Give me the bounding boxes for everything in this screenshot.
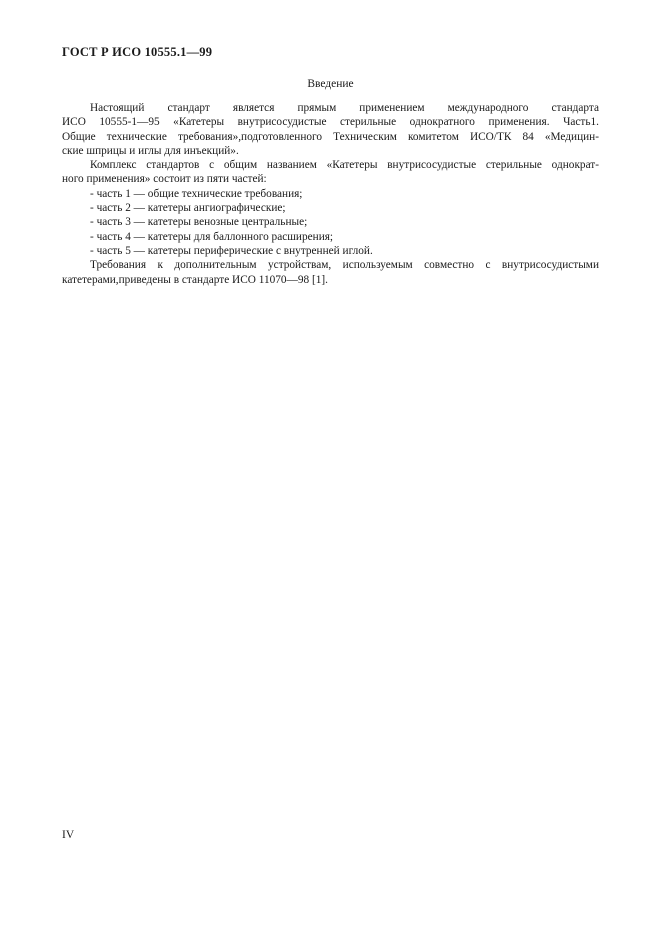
paragraph-line: Комплекс стандартов с общим названием «Катетеры внутрисосудистые стерильные однократ- [90, 159, 599, 172]
paragraph-standard-description [62, 101, 599, 158]
paragraph-line: ного применения» состоит из пяти частей: [62, 173, 267, 186]
paragraph-additional-devices [62, 258, 599, 287]
paragraph-line: ИСО 10555-1—95 «Катетеры внутрисосудистые стерильные однократного применения. Часть1. [62, 116, 599, 129]
document-body [62, 101, 599, 287]
section-title: Введение [307, 78, 354, 90]
paragraph-complex-description [62, 158, 599, 187]
parts-list [62, 187, 599, 258]
paragraph-line: катетерами,приведены в стандарте ИСО 11070—98 [1]. [62, 273, 328, 286]
page-number: IV [62, 829, 75, 841]
paragraph-line: Общие технические требования»,подготовленного Техническим комитетом ИСО/ТК 84 «Медицин- [62, 130, 599, 143]
list-item: - часть 4 — катетеры для баллонного расширения; [90, 230, 334, 243]
paragraph-line: Требования к дополнительным устройствам, используемым совместно с внутрисосудистыми [90, 259, 599, 272]
document-code-header: ГОСТ Р ИСО 10555.1—99 [62, 45, 213, 59]
paragraph-line: Настоящий стандарт является прямым применением международного стандарта [90, 102, 599, 114]
paragraph-line: ские шприцы и иглы для инъекций». [62, 144, 239, 157]
list-item: - часть 2 — катетеры ангиографические; [90, 202, 286, 215]
list-item: - часть 5 — катетеры периферические с внутренней иглой. [90, 244, 373, 257]
list-item: - часть 3 — катетеры венозные центральные; [90, 216, 308, 229]
list-item: - часть 1 — общие технические требования; [90, 187, 303, 200]
